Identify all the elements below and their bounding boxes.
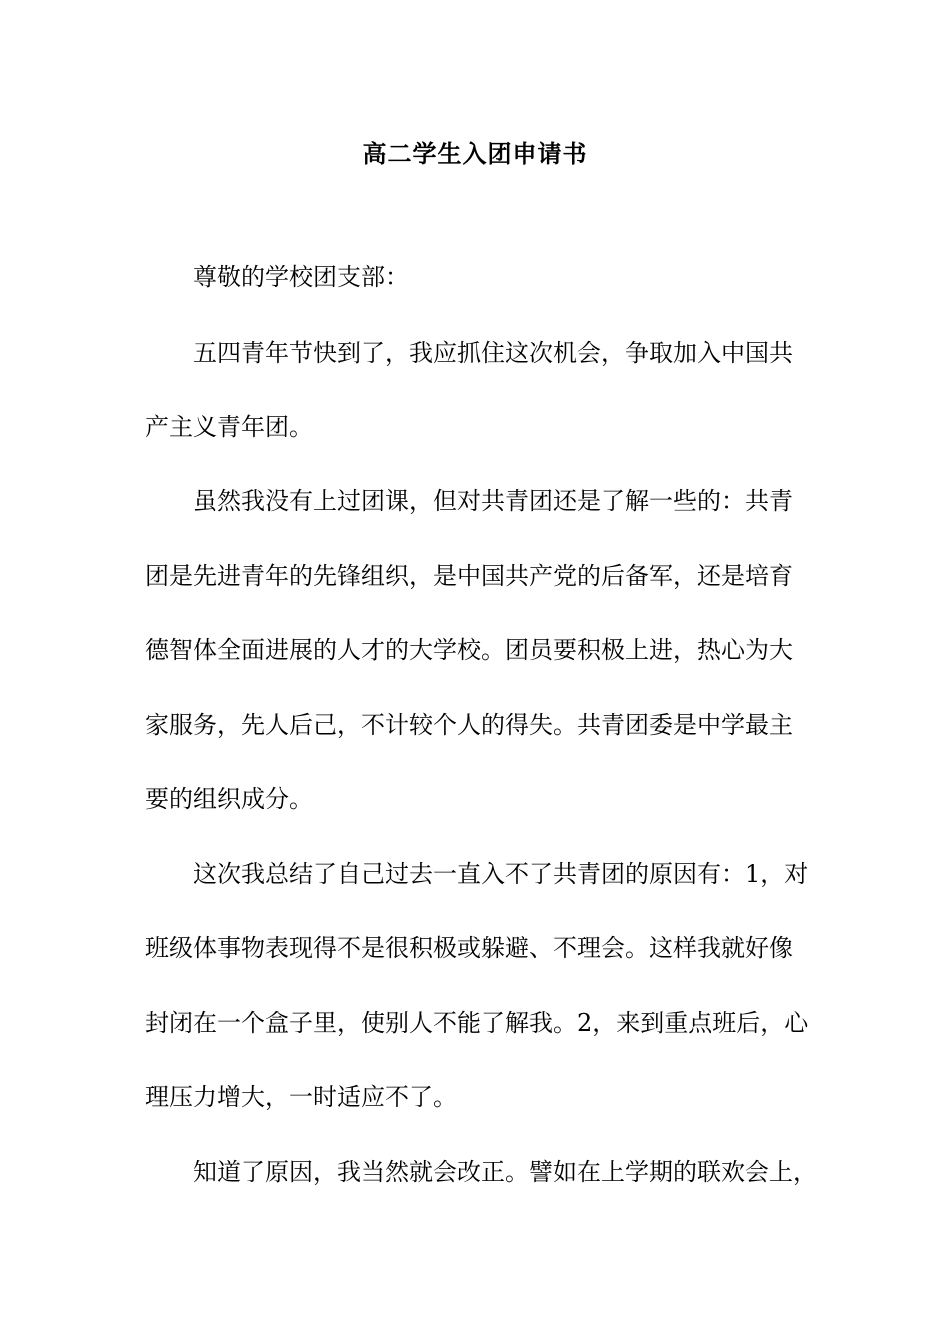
- paragraph-line: 这次我总结了自己过去一直入不了共青团的原因有：1，对: [193, 860, 809, 888]
- paragraph-line: 家服务，先人后己，不计较个人的得失。共青团委是中学最主: [145, 711, 793, 739]
- paragraph-line: 德智体全面进展的人才的大学校。团员要积极上进，热心为大: [145, 636, 793, 664]
- paragraph-line: 班级体事物表现得不是很积极或躲避、不理会。这样我就好像: [145, 934, 793, 962]
- paragraph-line: 要的组织成分。: [145, 785, 313, 813]
- paragraph-line: 知道了原因，我当然就会改正。譬如在上学期的联欢会上，: [193, 1158, 817, 1186]
- paragraph-line: 五四青年节快到了，我应抓住这次机会，争取加入中国共: [193, 339, 793, 367]
- paragraph-line: 封闭在一个盒子里，使别人不能了解我。2，来到重点班后，心: [145, 1009, 809, 1037]
- paragraph-line: 产主义青年团。: [145, 413, 313, 441]
- salutation: 尊敬的学校团支部：: [193, 263, 409, 291]
- document-title: 高二学生入团申请书: [362, 139, 588, 168]
- paragraph-line: 理压力增大，一时适应不了。: [145, 1083, 457, 1111]
- paragraph-line: 团是先进青年的先锋组织，是中国共产党的后备军，还是培育: [145, 562, 793, 590]
- paragraph-line: 虽然我没有上过团课，但对共青团还是了解一些的：共青: [193, 487, 793, 515]
